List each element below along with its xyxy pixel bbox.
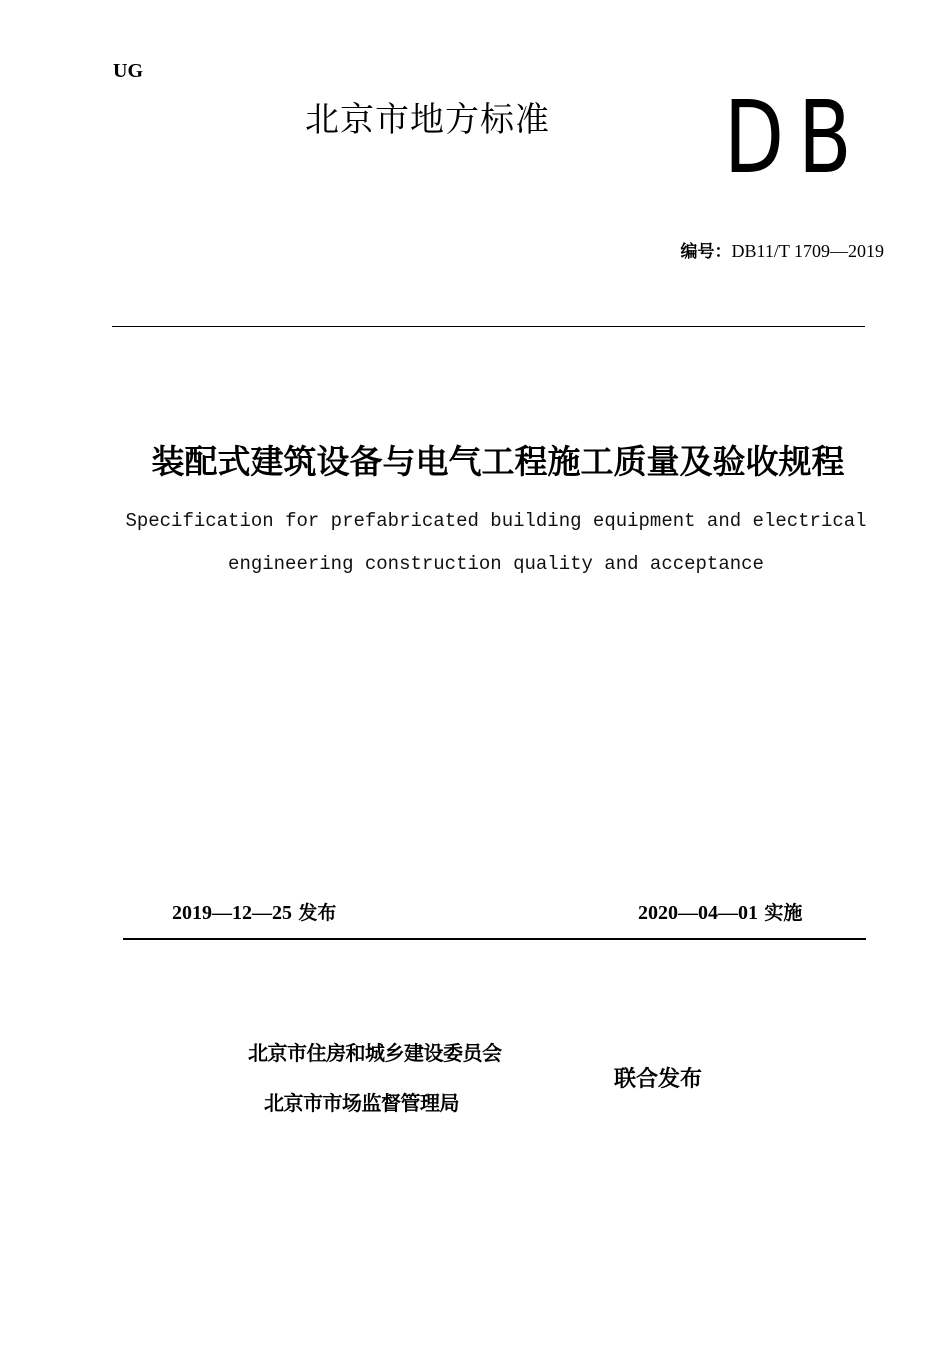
issuer-market-regulation: 北京市市场监督管理局 [264,1091,459,1115]
top-divider [112,326,865,327]
issuer-housing-commission: 北京市住房和城乡建设委员会 [248,1041,502,1065]
implement-date-value: 2020—04—01 [638,902,758,924]
implement-label: 实施 [764,902,803,924]
document-title-en-line2: engineering construction quality and acceptance [228,553,764,575]
publish-label: 发布 [298,902,337,924]
db-logo: DB [724,79,866,196]
standard-number [680,240,884,263]
corner-code: UG [113,60,143,82]
standard-number-value: DB11/T 1709—2019 [731,241,884,261]
implement-date [638,899,802,926]
publish-date [172,899,336,926]
document-title: 装配式建筑设备与电气工程施工质量及验收规程 [151,442,845,481]
standard-type-heading: 北京市地方标准 [305,100,550,140]
bottom-divider [123,938,866,940]
standard-number-label: 编号： [680,242,732,262]
document-title-en-line1: Specification for prefabricated building equipment and electrical [125,510,867,532]
joint-publish-label: 联合发布 [614,1067,703,1092]
publish-date-value: 2019—12—25 [172,902,292,924]
